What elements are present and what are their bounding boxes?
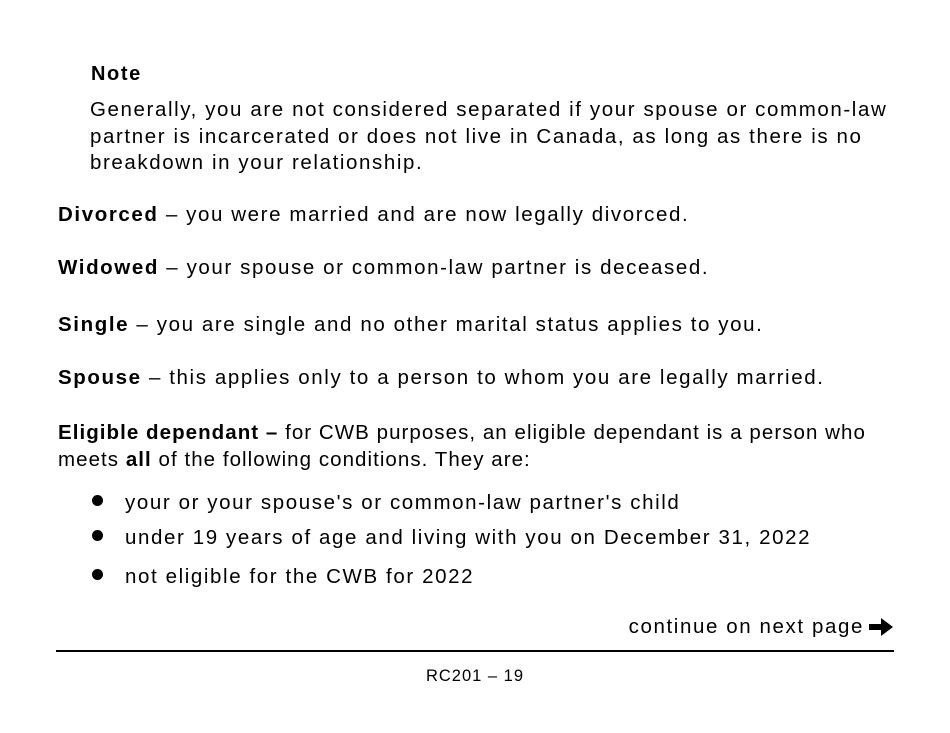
definition-term: Single [58,313,130,336]
bullet-icon [92,530,103,541]
definition-eligible-dependant [58,420,918,473]
definition-divorced [58,203,689,227]
list-item-text: under 19 years of age and living with you on December 31, 2022 [125,526,812,549]
bullet-icon [92,495,103,506]
list-item [92,565,474,589]
definition-text: – this applies only to a person to whom you are legally married. [141,366,825,389]
definition-text: – you are single and no other marital status applies to you. [129,313,764,336]
bullet-icon [92,569,103,580]
definition-term: Widowed [58,256,159,279]
definition-single [58,313,763,337]
definition-text: – you were married and are now legally divorced. [158,203,690,226]
emphasis-text: all [125,447,152,471]
list-item [92,491,680,515]
definition-term: Divorced [58,203,159,226]
definition-term: Spouse [58,366,142,389]
continue-label: continue on next page [628,615,864,638]
note-body: Generally, you are not considered separated if your spouse or common-law partner is incarcerated or does not live in Canada, as long as there is no breakdown in your relationship. [90,98,888,174]
footer-divider [56,650,894,652]
definition-text-continued: of the following conditions. They are: [151,447,531,471]
continue-next-page [629,615,894,639]
page-number: RC201 – 19 [425,667,525,685]
right-arrow-icon [868,616,894,638]
definition-text: – your spouse or common-law partner is deceased. [158,256,710,279]
definition-widowed [58,256,709,280]
definition-term: Eligible dependant – [58,421,279,444]
list-item [92,526,811,550]
definition-spouse [58,366,825,390]
definition-text: for CWB purposes, an eligible dependant is a person who meets [58,421,866,471]
note-heading: Note [91,63,142,85]
list-item-text: your or your spouse's or common-law partner's child [125,491,681,514]
list-item-text: not eligible for the CWB for 2022 [125,565,475,588]
